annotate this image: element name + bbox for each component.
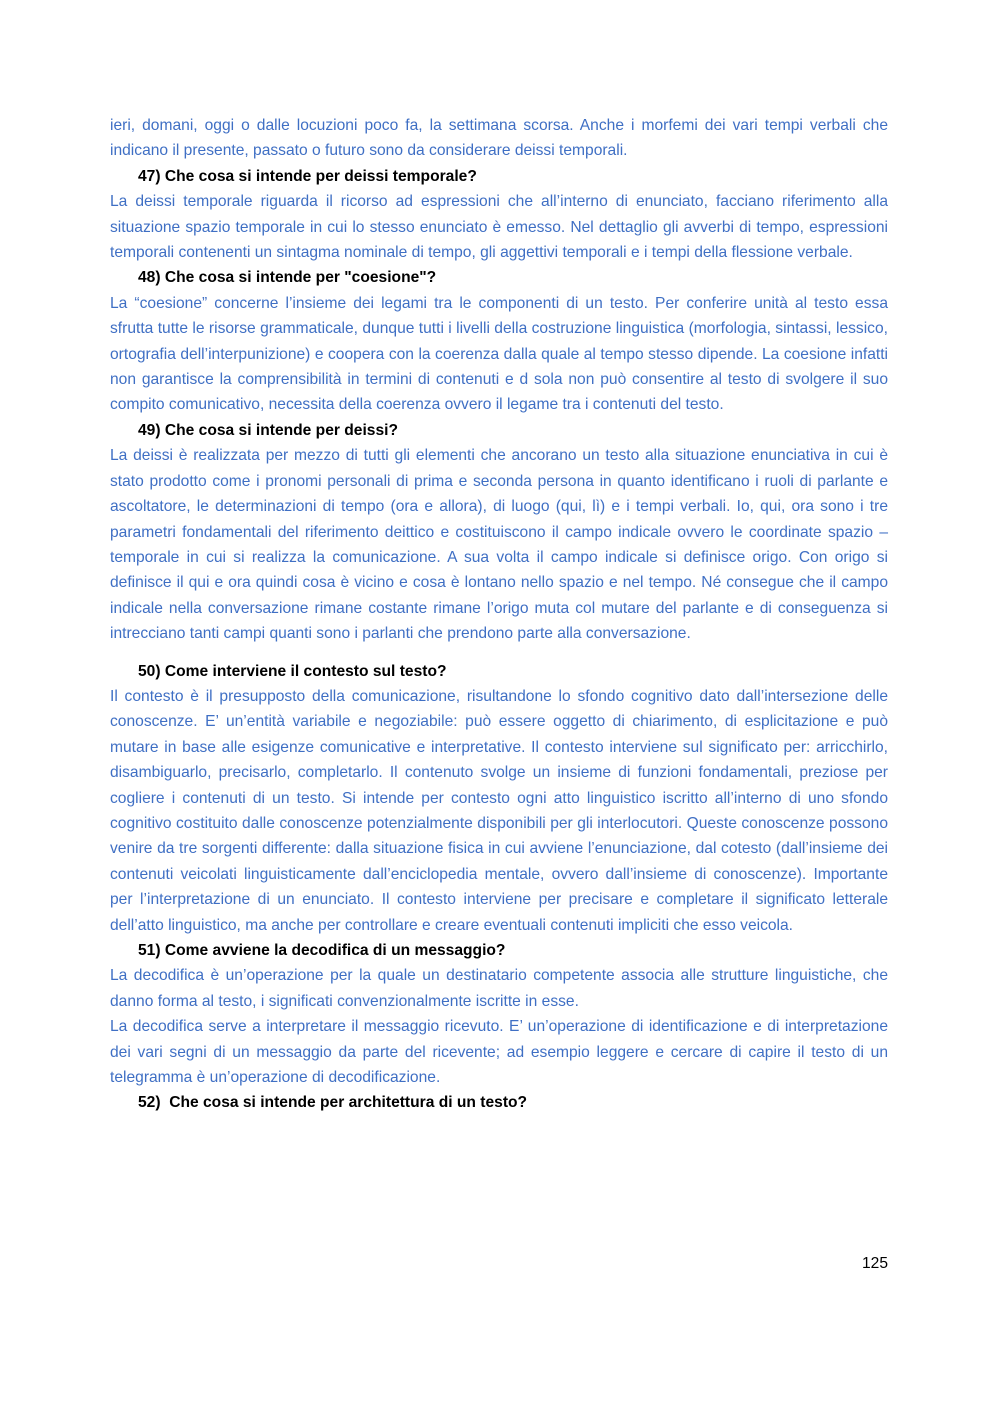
question-text: Che cosa si intende per "coesione"? bbox=[164, 269, 437, 287]
answer-47: La deissi temporale riguarda il ricorso ad espressioni che all’interno di enunciato, facciano riferimento alla situazione spazio temporale in cui lo stesso enunciato è emesso. Nel dettaglio gli avverbi di tempo, espressioni temporali contenenti un sintagma nominale di tempo, gli aggettivi temporali e i tempi della flessione verbale. bbox=[110, 193, 888, 262]
question-51 bbox=[110, 938, 888, 963]
page-number: 125 bbox=[862, 1255, 889, 1272]
question-47 bbox=[110, 164, 888, 189]
answer-51-part-1: La decodifica è un’operazione per la quale un destinatario competente associa alle strutture linguistiche, che danno forma al testo, i significati convenzionalmente iscritte in esse. bbox=[110, 967, 888, 1010]
question-number: 51) bbox=[138, 942, 161, 959]
question-52 bbox=[110, 1090, 888, 1115]
question-text: Che cosa si intende per deissi? bbox=[164, 421, 399, 439]
question-number: 49) bbox=[138, 421, 161, 439]
question-text: Che cosa si intende per deissi temporale? bbox=[164, 167, 477, 185]
question-number: 50) bbox=[138, 662, 161, 680]
section-spacer bbox=[110, 647, 888, 659]
question-48 bbox=[110, 265, 888, 290]
question-50 bbox=[110, 659, 888, 684]
question-number: 47) bbox=[138, 167, 161, 185]
intro-paragraph: ieri, domani, oggi o dalle locuzioni poco fa, la settimana scorsa. Anche i morfemi dei vari tempi verbali che indicano il presente, passato o futuro sono da considerare deissi temporali. bbox=[110, 117, 888, 160]
answer-48: La “coesione” concerne l’insieme dei legami tra le componenti di un testo. Per conferire unità al testo essa sfrutta tutte le risorse grammaticale, dunque tutti i livelli della costruzione linguistica (morfologia, sintassi, lessico, ortografia dell’interpunizione) e coopera con la coerenza dalla quale al tempo stesso dipende. La coesione infatti non garantisce la comprensibilità in termini di contenuti e d sola non può consentire al testo di svolgere il suo compito comunicativo, necessita della coerenza ovvero il legame tra i contenuti del testo. bbox=[110, 294, 888, 414]
question-text: Che cosa si intende per architettura di un testo? bbox=[169, 1094, 528, 1112]
question-number: 52) bbox=[138, 1094, 161, 1112]
question-text: Come interviene il contesto sul testo? bbox=[164, 662, 447, 680]
answer-51-part-2: La decodifica serve a interpretare il messaggio ricevuto. E’ un’operazione di identificazione e di interpretazione dei vari segni di un messaggio da parte del ricevente; ad esempio leggere e cercare di capire il testo di un telegramma è un’operazione di decodificazione. bbox=[110, 1018, 888, 1087]
question-49 bbox=[110, 418, 888, 443]
document-page bbox=[110, 113, 888, 1116]
question-text: Come avviene la decodifica di un messaggio? bbox=[164, 942, 506, 959]
answer-49: La deissi è realizzata per mezzo di tutti gli elementi che ancorano un testo alla situazione enunciativa in cui è stato prodotto come i pronomi personali di prima e seconda persona in quanto identificano i ruoli di parlante e ascoltatore, le determinazioni di tempo (ora e allora), di luogo (qui, lì) e i tempi verbali. Io, qui, ora sono i tre parametri fondamentali del riferimento deittico e costituiscono il campo indicale ovvero le coordinate spazio – temporale in cui si realizza la comunicazione. A sua volta il campo indicale si definisce origo. Con origo si definisce il qui e ora quindi cosa è vicino e cosa è lontano nello spazio e nel tempo. Né consegue che il campo indicale nella conversazione rimane costante rimane l’origo muta col mutare del parlante e di conseguenza si intrecciano tanti campi quanti sono i parlanti che prendono parte alla conversazione. bbox=[110, 447, 888, 643]
answer-50: Il contesto è il presupposto della comunicazione, risultandone lo sfondo cognitivo dato dall’intersezione delle conoscenze. E’ un’entità variabile e negoziabile: può essere oggetto di chiarimento, di esplicitazione e può mutare in base alle esigenze comunicative e interpretative. Il contesto interviene sul significato per: arricchirlo, disambiguarlo, precisarlo, completarlo. Il contenuto svolge un insieme di funzioni fondamentali, preziose per cogliere i contenuti di un testo. Si intende per contesto ogni atto linguistico iscritto all’interno di uno sfondo cognitivo costituito dalle conoscenze potenzialmente disponibili per gli interlocutori. Queste conoscenze possono venire da tre sorgenti differente: dalla situazione fisica in cui avviene l’enunciazione, dal cotesto (dall’insieme dei contenuti veicolati linguisticamente dall’enciclopedia mentale, ovvero dall’insieme di conoscenze). Importante per l’interpretazione di un enunciato. Il contesto interviene per precisare e completare il significato letterale dell’atto linguistico, ma anche per controllare e creare eventuali contenuti impliciti che esso veicola. bbox=[110, 687, 888, 934]
question-number: 48) bbox=[138, 269, 161, 287]
